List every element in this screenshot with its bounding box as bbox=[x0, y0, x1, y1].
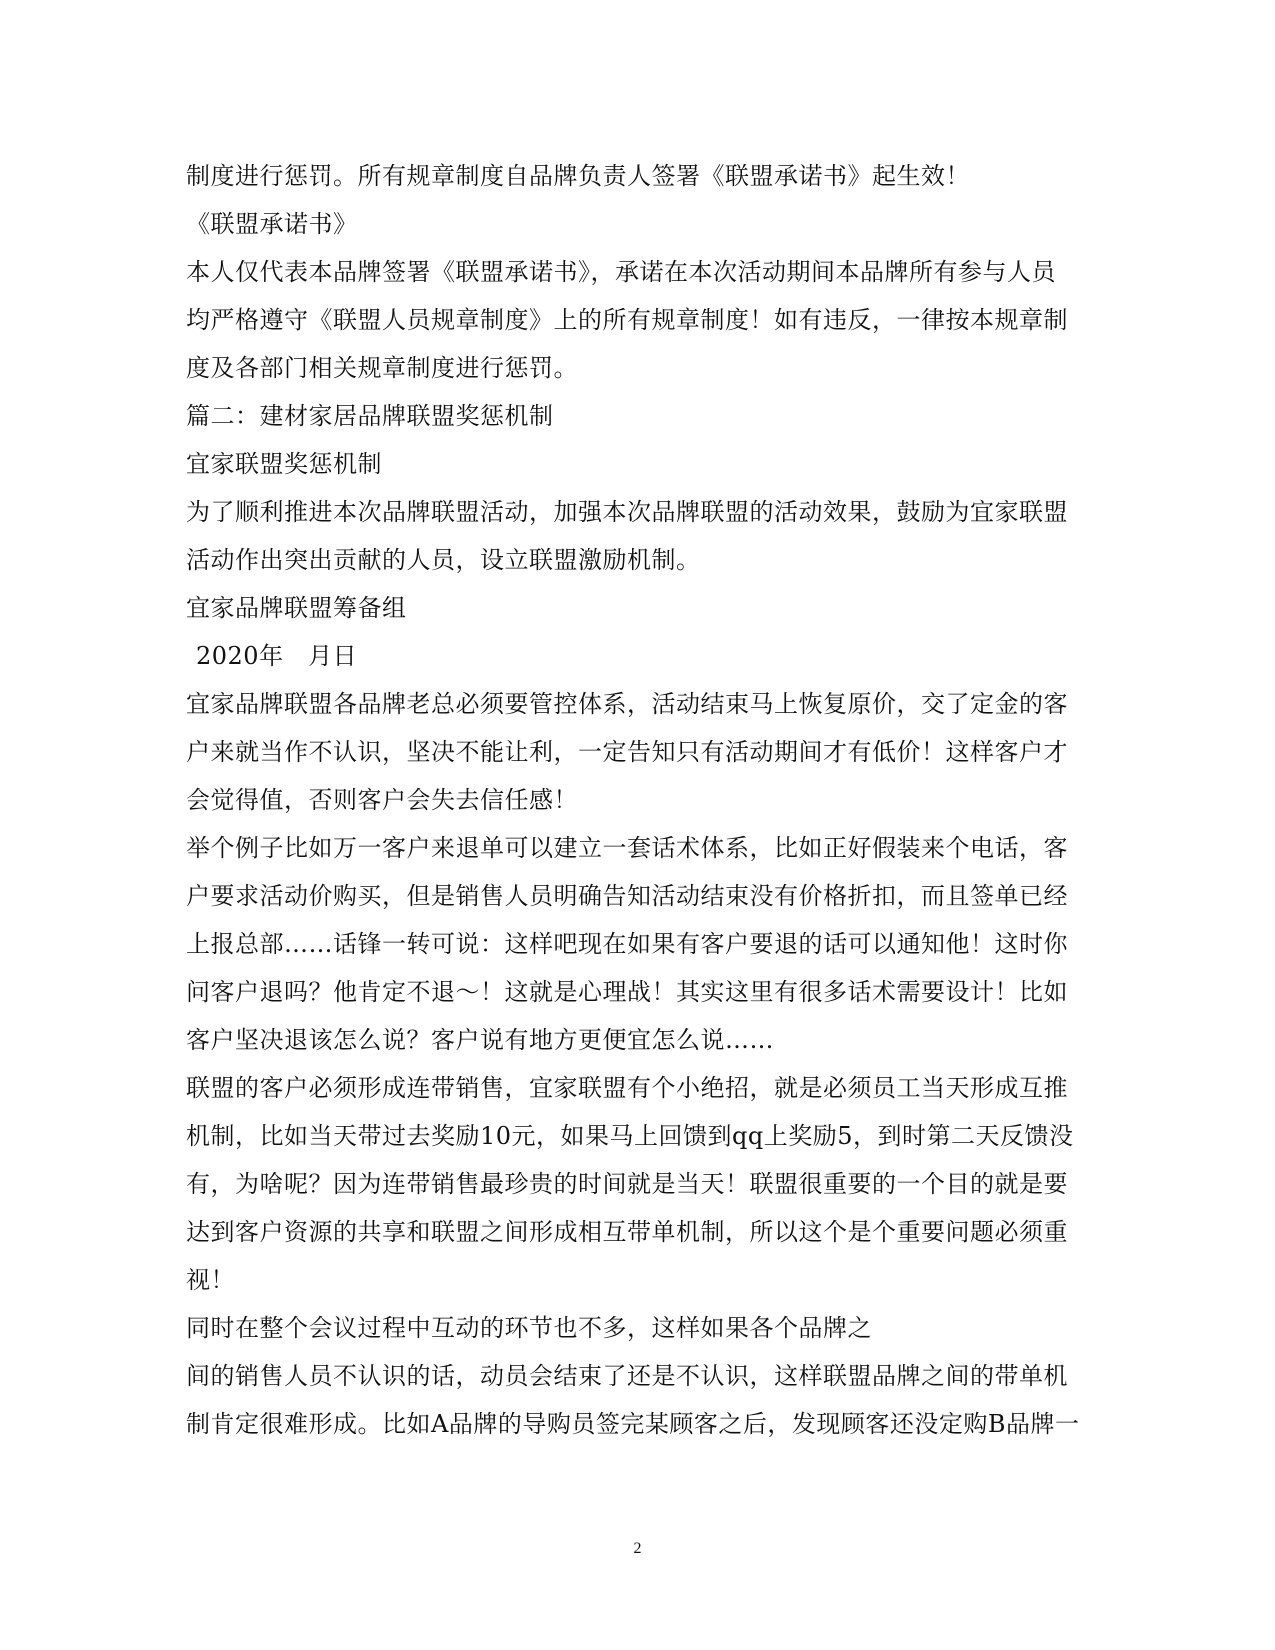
section-heading: 篇二：建材家居品牌联盟奖惩机制 bbox=[186, 402, 554, 430]
text-line: 《联盟承诺书》 bbox=[186, 210, 358, 238]
text-line: 视！ bbox=[186, 1266, 235, 1294]
text-line: 举个例子比如万一客户来退单可以建立一套话术体系，比如正好假装来个电话，客 bbox=[186, 834, 1068, 862]
text-line: 均严格遵守《联盟人员规章制度》上的所有规章制度！如有违反，一律按本规章制 bbox=[186, 306, 1068, 334]
text-line: 联盟的客户必须形成连带销售，宜家联盟有个小绝招，就是必须员工当天形成互推 bbox=[186, 1074, 1068, 1102]
text-line: 制度进行惩罚。所有规章制度自品牌负责人签署《联盟承诺书》起生效！ bbox=[186, 162, 970, 190]
text-line: 宜家品牌联盟各品牌老总必须要管控体系，活动结束马上恢复原价，交了定金的客 bbox=[186, 690, 1068, 718]
document-body bbox=[186, 152, 1086, 1448]
text-line: 同时在整个会议过程中互动的环节也不多，这样如果各个品牌之 bbox=[186, 1314, 872, 1342]
text-line: 制肯定很难形成。比如A品牌的导购员签完某顾客之后，发现顾客还没定购B品牌一 bbox=[186, 1410, 1080, 1438]
text-line: 问客户退吗？他肯定不退～！这就是心理战！其实这里有很多话术需要设计！比如 bbox=[186, 978, 1068, 1006]
text-line: 机制，比如当天带过去奖励10元，如果马上回馈到qq上奖励5，到时第二天反馈没 bbox=[186, 1122, 1074, 1150]
text-line: 宜家联盟奖惩机制 bbox=[186, 450, 382, 478]
text-line: 为了顺利推进本次品牌联盟活动，加强本次品牌联盟的活动效果，鼓励为宜家联盟 bbox=[186, 498, 1068, 526]
text-line: 户来就当作不认识，坚决不能让利，一定告知只有活动期间才有低价！这样客户才 bbox=[186, 738, 1068, 766]
date-line: 2020年 月日 bbox=[196, 642, 358, 670]
text-line: 客户坚决退该怎么说？客户说有地方更便宜怎么说…… bbox=[186, 1026, 774, 1054]
text-line: 户要求活动价购买，但是销售人员明确告知活动结束没有价格折扣，而且签单已经 bbox=[186, 882, 1068, 910]
text-line: 活动作出突出贡献的人员，设立联盟激励机制。 bbox=[186, 546, 701, 574]
text-line: 达到客户资源的共享和联盟之间形成相互带单机制，所以这个是个重要问题必须重 bbox=[186, 1218, 1068, 1246]
page-number: 2 bbox=[633, 1540, 642, 1557]
text-line: 间的销售人员不认识的话，动员会结束了还是不认识，这样联盟品牌之间的带单机 bbox=[186, 1362, 1068, 1390]
text-line: 度及各部门相关规章制度进行惩罚。 bbox=[186, 354, 578, 382]
text-line: 宜家品牌联盟筹备组 bbox=[186, 594, 407, 622]
text-line: 上报总部……话锋一转可说：这样吧现在如果有客户要退的话可以通知他！这时你 bbox=[186, 930, 1068, 958]
text-line: 有，为啥呢？因为连带销售最珍贵的时间就是当天！联盟很重要的一个目的就是要 bbox=[186, 1170, 1068, 1198]
text-line: 会觉得值，否则客户会失去信任感！ bbox=[186, 786, 578, 814]
text-line: 本人仅代表本品牌签署《联盟承诺书》，承诺在本次活动期间本品牌所有参与人员 bbox=[186, 258, 1056, 286]
